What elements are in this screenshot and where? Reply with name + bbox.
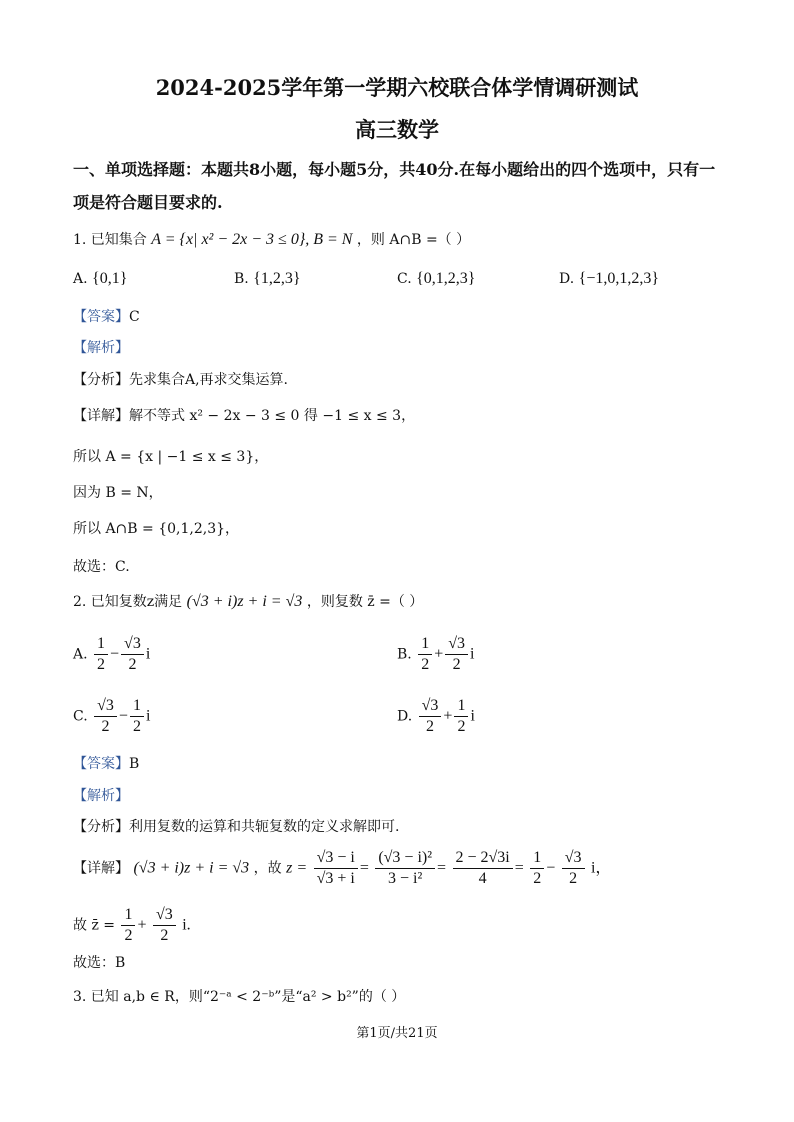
q1-detail-2: 所以 A = {x | −1 ≤ x ≤ 3}， [73,449,269,465]
q1-detail-3: 因为 B = N， [73,485,163,501]
question-3-stem: 3. 已知 a,b ∈ R，则“2⁻ᵃ < 2⁻ᵇ”是“a² > b²”的（ ） [73,989,406,1005]
question-1-stem [73,230,470,250]
section-heading-line1: 一、单项选择题：本题共8小题，每小题5分，共40分.在每小题给出的四个选项中，只有一 [73,160,716,179]
section-heading-line2: 项是符合题目要求的. [73,193,223,212]
q1-set-definition: A = {x| x² − 2x − 3 ≤ 0}, B = N [151,231,353,248]
q1-option-b: B. {1,2,3} [234,270,301,287]
q2-choose: 故选：B [73,955,126,971]
q2-conclusion: 故 z̄ = $\frac{1}{2}$ + $\frac{√3}{2}$ i. [73,906,191,944]
exam-title: 2024-2025学年第一学期六校联合体学情调研测试 [155,75,639,100]
q1-option-a: A. {0,1} [73,270,128,287]
q1-answer: 【答案】C [73,309,140,325]
q1-detail-1: 【详解】解不等式 x² − 2x − 3 ≤ 0 得 −1 ≤ x ≤ 3， [73,408,416,424]
q1-option-d: D. {−1,0,1,2,3} [559,270,660,287]
q1-choose: 故选：C. [73,559,130,575]
q2-answer: 【答案】B [73,756,140,772]
q1-fenxi: 【分析】先求集合A,再求交集运算. [73,372,289,388]
q2-analysis-tag: 【解析】 [73,788,129,804]
q1-option-c: C. {0,1,2,3} [397,270,476,287]
q2-fenxi: 【分析】利用复数的运算和共轭复数的定义求解即可. [73,819,400,835]
q2-detail: 【详解】 (√3 + i)z + i = √3 ，故 z = $\frac{√3 - i}{√3 + i}$ = $\frac{\text{(√3 − i)²}}{\text{3 − i²}}$ = $\frac{2 - 2√3i}{4}$ = $\frac{1}{2}$ − $\frac{√3}{2}$ i， [73,849,612,887]
exam-subtitle: 高三数学 [355,117,439,142]
q1-analysis-tag: 【解析】 [73,340,129,356]
page-number: 第1页/共21页 [356,1026,438,1041]
q2-option-b: B. $\frac{1}{2}$ + $\frac{√3}{2}$ i [397,635,475,673]
q1-detail-4: 所以 A∩B = {0,1,2,3}， [73,521,240,537]
question-2-stem: 2. 已知复数z满足 (√3 + i)z + i = √3 ，则复数 z̄ =（ ） [73,593,424,610]
q2-option-c: C. $\frac{√3}{2}$ − $\frac{1}{2}$ i [73,697,151,735]
q2-option-a: A. $\frac{1}{2}$ − $\frac{√3}{2}$ i [73,635,151,673]
q1-number: 1. 已知集合 [73,232,147,248]
q2-option-d: D. $\frac{√3}{2}$ + $\frac{1}{2}$ i [397,697,475,735]
q1-tail: ，则 A∩B =（ ） [356,232,471,248]
